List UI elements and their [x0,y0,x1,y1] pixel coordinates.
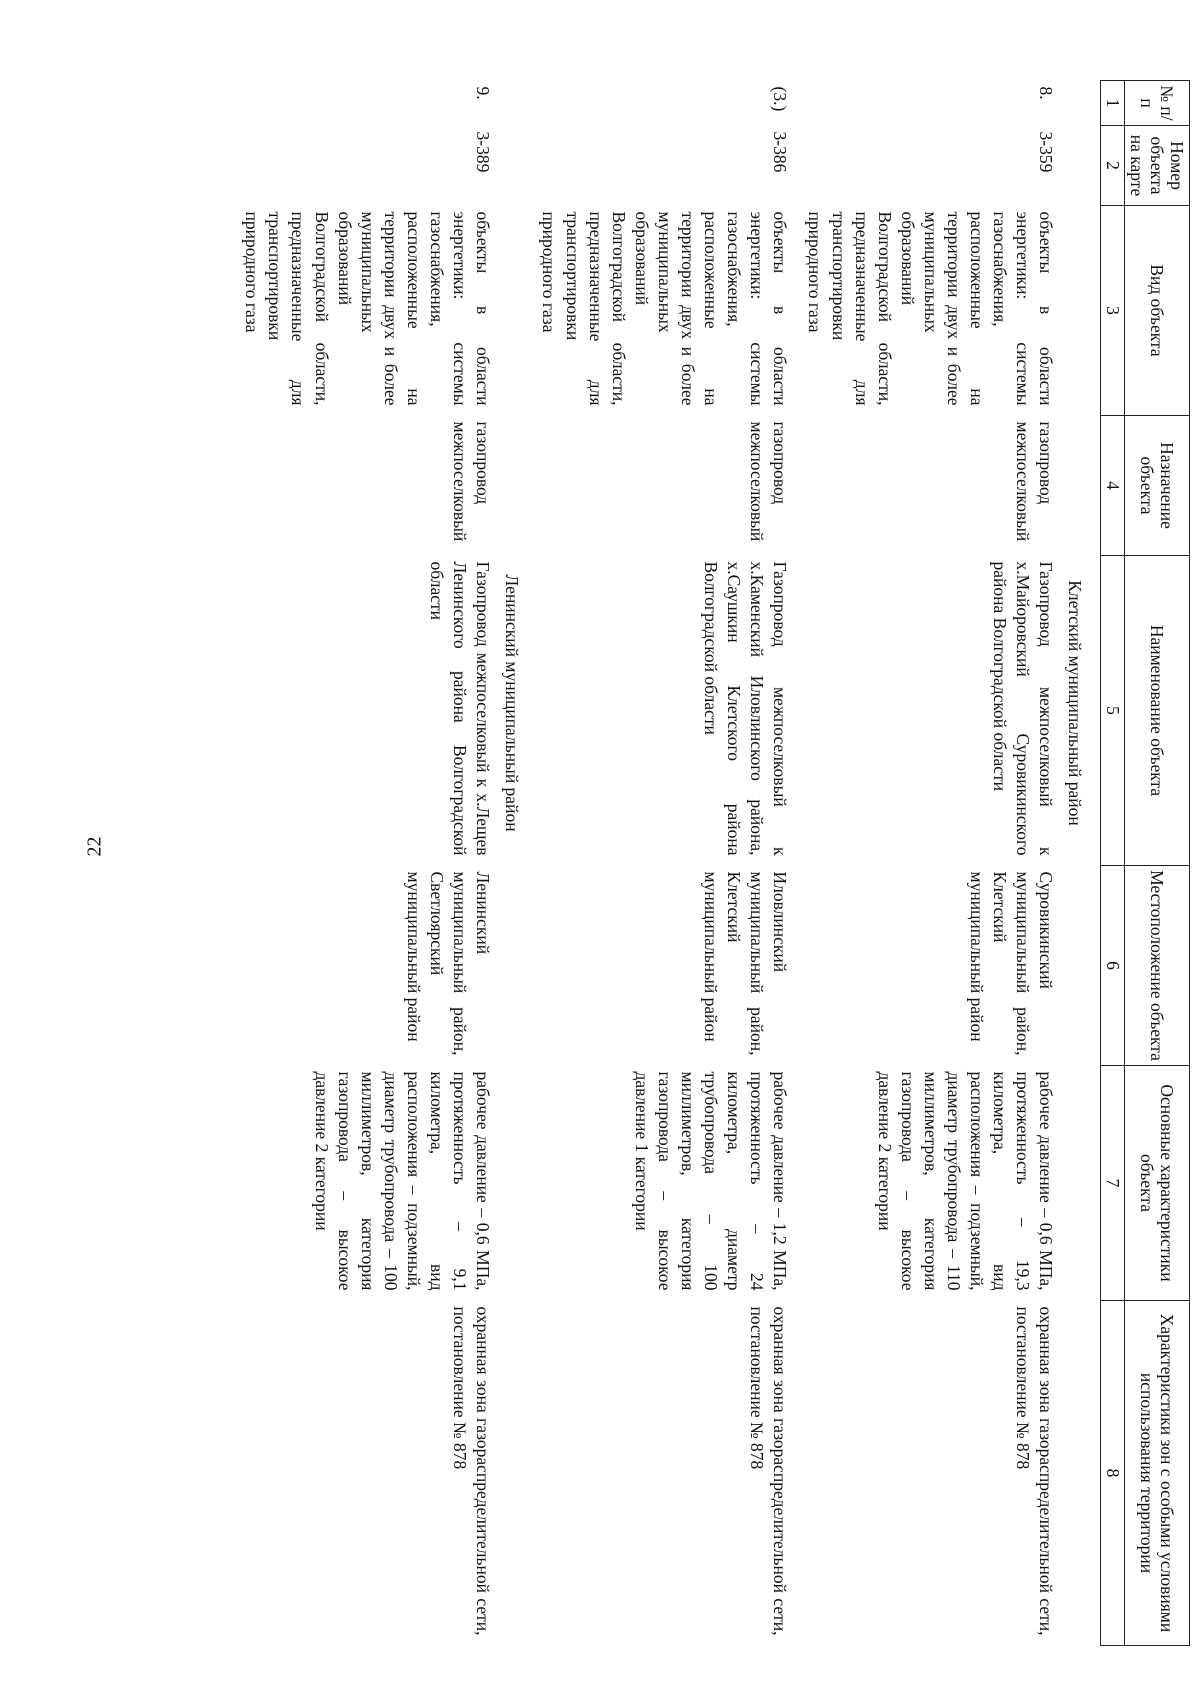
column-number: 1 [1101,81,1124,126]
object-kind: объекты в области энергетики: системы газоснабжения, расположенные на территории двух и более муниципальных образований Волгоградской области, предназначенные для транспортировки природного газа [805,211,1057,406]
column-number: 6 [1101,866,1124,1066]
map-number: 3-389 [473,131,494,173]
map-number: 3-386 [770,131,791,173]
object-name: Газопровод межпоселковый к х.Каменский Иловлинского района, х.Саушкин Клетского района Волгоградской области [701,561,791,856]
object-purpose: газопровод межпоселковый [1013,421,1057,542]
header-cell: Характеристики зон с особыми условиями использования территории [1124,1301,1189,1646]
column-number: 7 [1101,1066,1124,1301]
table-header-row [1124,81,1189,1646]
column-number-row [1101,81,1124,1646]
header-cell: Основные характеристики объекта [1124,1066,1189,1301]
section-heading-row [1059,81,1090,1646]
header-cell: Назначение объекта [1124,416,1189,556]
header-cell: Вид объекта [1124,206,1189,416]
table-row [793,81,1059,1646]
column-number: 5 [1101,556,1124,866]
row-number: 8. [1036,86,1057,100]
rotated-page-content [50,80,1190,1645]
object-purpose: газопровод межпоселковый [747,421,791,542]
header-cell: № п/п [1124,81,1189,126]
row-number: 9. [473,86,494,100]
header-cell: Номер объекта на карте [1124,126,1189,206]
object-location: Иловлинский муниципальный район, Клетский муниципальный район [701,871,791,1056]
column-number: 2 [1101,126,1124,206]
page-number: 22 [83,836,106,857]
zone-characteristics: охранная зона газораспределительной сети, постановление № 878 [450,1306,494,1636]
header-cell: Наименование объекта [1124,556,1189,866]
registry-table [230,80,1190,1646]
object-name: Газопровод межпоселковый к х.Майоровский Суровикинского района Волгоградской области [990,561,1057,856]
column-number: 8 [1101,1301,1124,1646]
header-cell: Местоположение объекта [1124,866,1189,1066]
object-kind: объекты в области энергетики: системы газоснабжения, расположенные на территории двух и более муниципальных образований Волгоградской области, предназначенные для транспортировки природного газа [242,211,494,406]
column-number: 4 [1101,416,1124,556]
object-name: Газопровод межпоселковый к х.Лещев Ленинского района Волгоградской области [427,561,494,856]
object-specs: рабочее давление – 0,6 МПа, протяженность – 9,1 километра, вид расположения – подземный, диаметр трубопровода – 100 миллиметров, категория газопровода – высокое давление 2 категории [311,1071,494,1291]
object-specs: рабочее давление – 0,6 МПа, протяженность – 19,3 километра, вид расположения – подземный, диаметр трубопровода – 110 миллиметров, категория газопровода – высокое давление 2 категории [874,1071,1057,1291]
row-number: (3.) [770,86,791,112]
section-heading-row [496,81,527,1646]
object-specs: рабочее давление – 1,2 МПа, протяженность – 24 километра, диаметр трубопровода – 100 миллиметров, категория газопровода – высокое давление 1 категории [631,1071,791,1291]
object-kind: объекты в области энергетики: системы газоснабжения, расположенные на территории двух и более муниципальных образований Волгоградской области, предназначенные для транспортировки природного газа [539,211,791,406]
table-row [230,81,496,1646]
map-number: 3-359 [1036,131,1057,173]
object-location: Суровикинский муниципальный район, Клетский муниципальный район [967,871,1057,1056]
column-number: 3 [1101,206,1124,416]
section-title: Клетский муниципальный район [1065,580,1086,826]
zone-characteristics: охранная зона газораспределительной сети, постановление № 878 [747,1306,791,1636]
section-title: Ленинский муниципальный район [502,574,523,832]
object-location: Ленинский муниципальный район, Светлоярский муниципальный район [403,871,494,1056]
object-purpose: газопровод межпоселковый [450,421,494,542]
zone-characteristics: охранная зона газораспределительной сети, постановление № 878 [1013,1306,1057,1636]
table-row [527,81,793,1646]
